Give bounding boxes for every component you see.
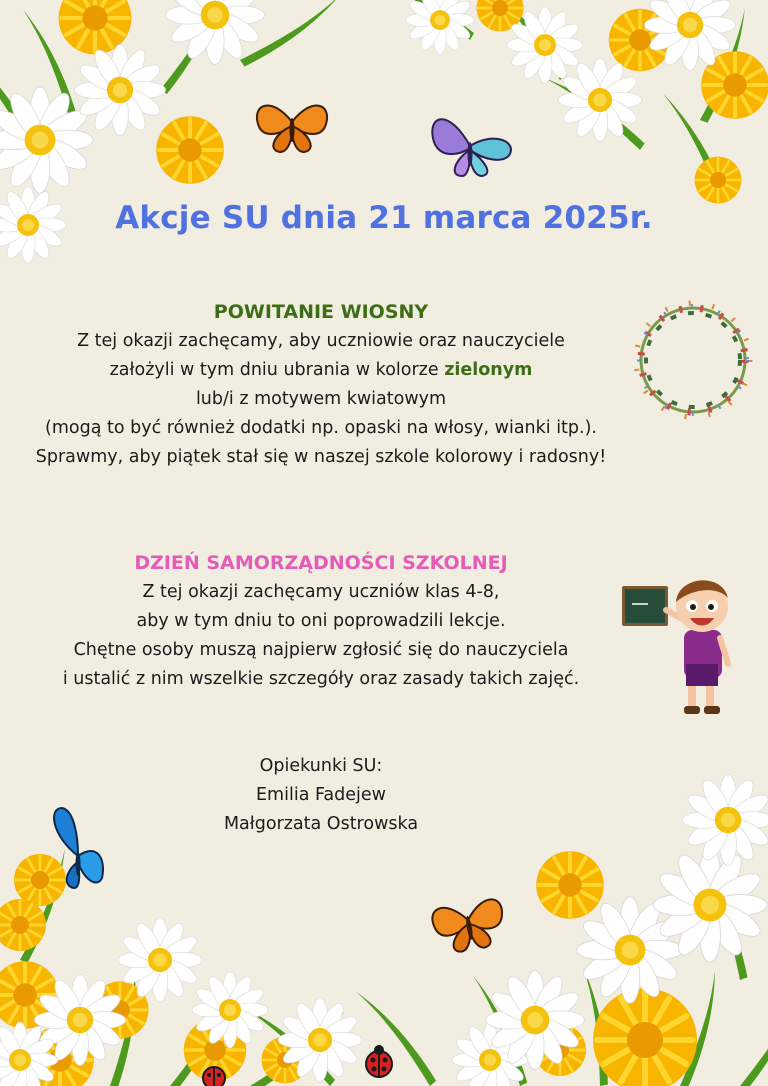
signature-block (0, 752, 642, 839)
ladybug-icon (203, 1067, 225, 1086)
text-fragment: założyli w tym dniu ubrania w kolorze (109, 360, 439, 380)
butterfly-icon (257, 106, 327, 152)
section-dzien-samorzadnosci (0, 552, 642, 694)
text-line (0, 356, 642, 385)
caretaker-name: Emilia Fadejew (256, 785, 386, 805)
ladybug-icon (366, 1045, 392, 1077)
text-line: (mogą to być również dodatki np. opaski na włosy, wianki itp.). (45, 418, 597, 438)
section-heading: DZIEŃ SAMORZĄDNOŚCI SZKOLNEJ (134, 552, 508, 574)
footer-label: Opiekunki SU: (259, 756, 383, 776)
text-line: Z tej okazji zachęcamy, aby uczniowie oraz nauczyciele (77, 331, 565, 351)
text-line: lub/i z motywem kwiatowym (195, 389, 447, 409)
butterfly-icon (432, 119, 511, 176)
text-line: Sprawmy, aby piątek stał się w naszej szkole kolorowy i radosny! (35, 447, 607, 467)
page-title: Akcje SU dnia 21 marca 2025r. (115, 200, 653, 236)
text-line: aby w tym dniu to oni poprowadzili lekcje. (136, 611, 506, 631)
flower-wreath-icon (636, 303, 750, 417)
highlighted-word: zielonym (444, 360, 533, 380)
section-powitanie-wiosny (0, 301, 642, 472)
caretaker-name: Małgorzata Ostrowska (223, 814, 419, 834)
text-line: i ustalić z nim wszelkie szczegóły oraz zasady takich zajęć. (62, 669, 580, 689)
text-line: Z tej okazji zachęcamy uczniów klas 4-8, (142, 582, 500, 602)
text-line: Chętne osoby muszą najpierw zgłosić się do nauczyciela (73, 640, 569, 660)
section-heading: POWITANIE WIOSNY (213, 301, 429, 323)
butterfly-icon (431, 898, 508, 956)
